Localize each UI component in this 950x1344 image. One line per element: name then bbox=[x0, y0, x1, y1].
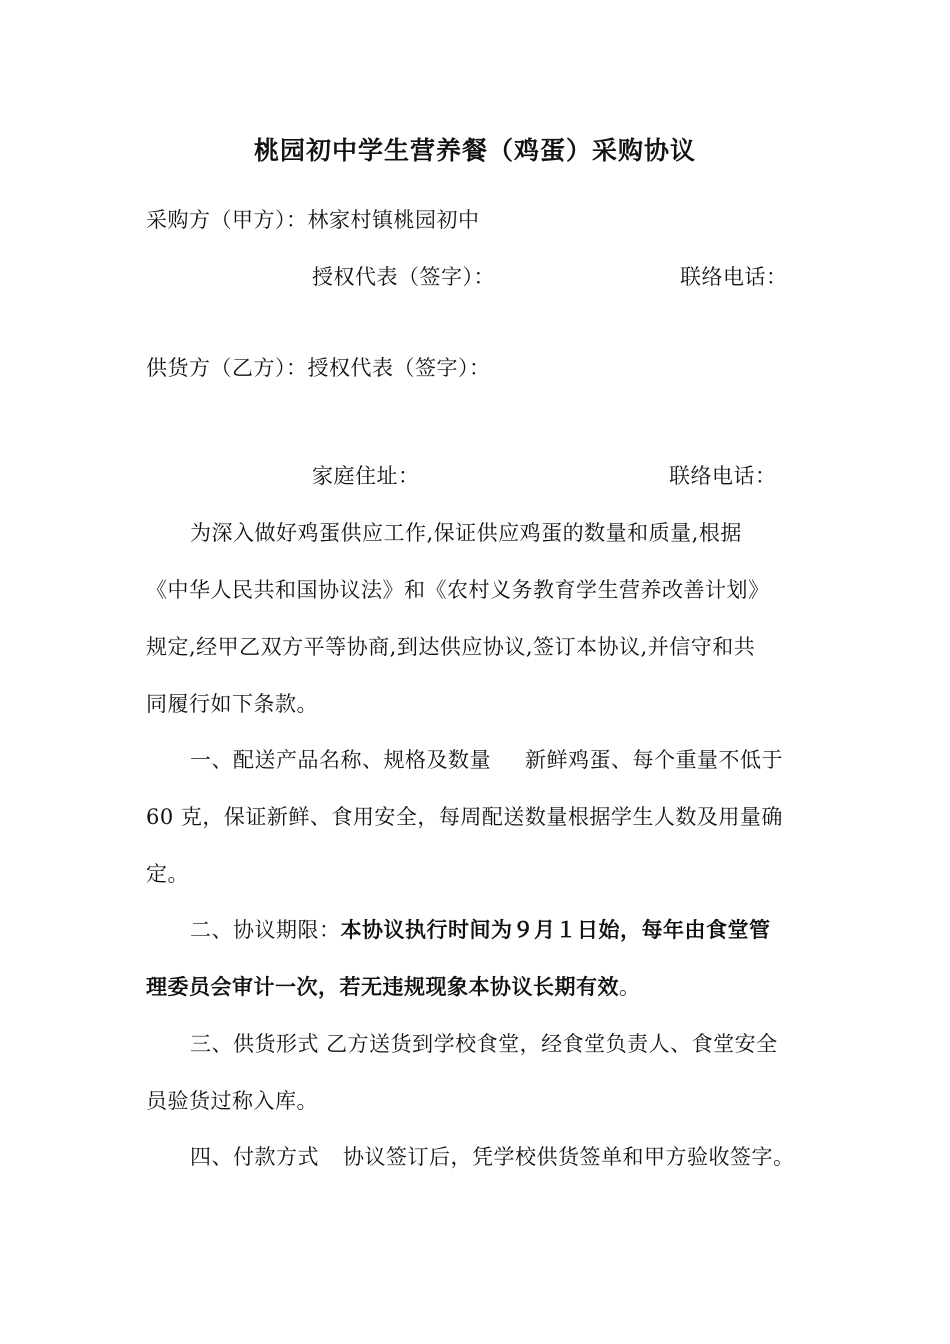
clause-1-heading: 一、配送产品名称、规格及数量 bbox=[190, 748, 491, 772]
party-a-rep-label: 授权代表（签字）： bbox=[312, 265, 495, 289]
clause-3-line-2: 员验货过称入库。 bbox=[146, 1089, 318, 1113]
clause-3-line-1: 三、供货形式 乙方送货到学校食堂，经食堂负责人、食堂安全 bbox=[190, 1032, 778, 1056]
party-a-phone-label: 联络电话： bbox=[680, 265, 788, 289]
intro-line-4: 同履行如下条款。 bbox=[146, 692, 318, 716]
intro-line-2: 《中华人民共和国协议法》和《农村义务教育学生营养改善计划》 bbox=[146, 578, 770, 602]
clause-2-line-1 bbox=[190, 916, 771, 944]
clause-2-term-bold-2: 理委员会审计一次，若无违规现象本协议长期有效 bbox=[146, 975, 619, 999]
clause-1-line-1 bbox=[190, 746, 783, 774]
intro-line-1: 为深入做好鸡蛋供应工作,保证供应鸡蛋的数量和质量,根据 bbox=[190, 521, 742, 545]
clause-1-line-3: 定。 bbox=[146, 862, 189, 886]
clause-1-text: 新鲜鸡蛋、每个重量不低于 bbox=[525, 748, 783, 772]
clause-2-term-bold: 本协议执行时间为９月１日始，每年由食堂管 bbox=[340, 918, 771, 942]
party-a-line: 采购方（甲方）：林家村镇桃园初中 bbox=[146, 208, 480, 232]
clause-2-heading: 二、协议期限： bbox=[190, 918, 341, 942]
clause-4-heading: 四、付款方式 bbox=[190, 1145, 319, 1169]
party-b-address-label: 家庭住址： bbox=[312, 464, 420, 488]
intro-line-3: 规定,经甲乙双方平等协商,到达供应协议,签订本协议,并信守和共 bbox=[146, 635, 756, 659]
clause-4-line-1 bbox=[190, 1143, 795, 1171]
clause-1-line-2: 60 克，保证新鲜、食用安全，每周配送数量根据学生人数及用量确 bbox=[146, 805, 783, 829]
clause-2-end: 。 bbox=[619, 975, 641, 999]
clause-2-line-2 bbox=[146, 973, 641, 1001]
clause-4-text: 协议签订后，凭学校供货签单和甲方验收签字。 bbox=[343, 1145, 795, 1169]
party-b-line: 供货方（乙方）：授权代表（签字）： bbox=[146, 356, 491, 380]
document-title: 桃园初中学生营养餐（鸡蛋）采购协议 bbox=[253, 136, 696, 165]
party-b-phone-label: 联络电话： bbox=[669, 464, 777, 488]
